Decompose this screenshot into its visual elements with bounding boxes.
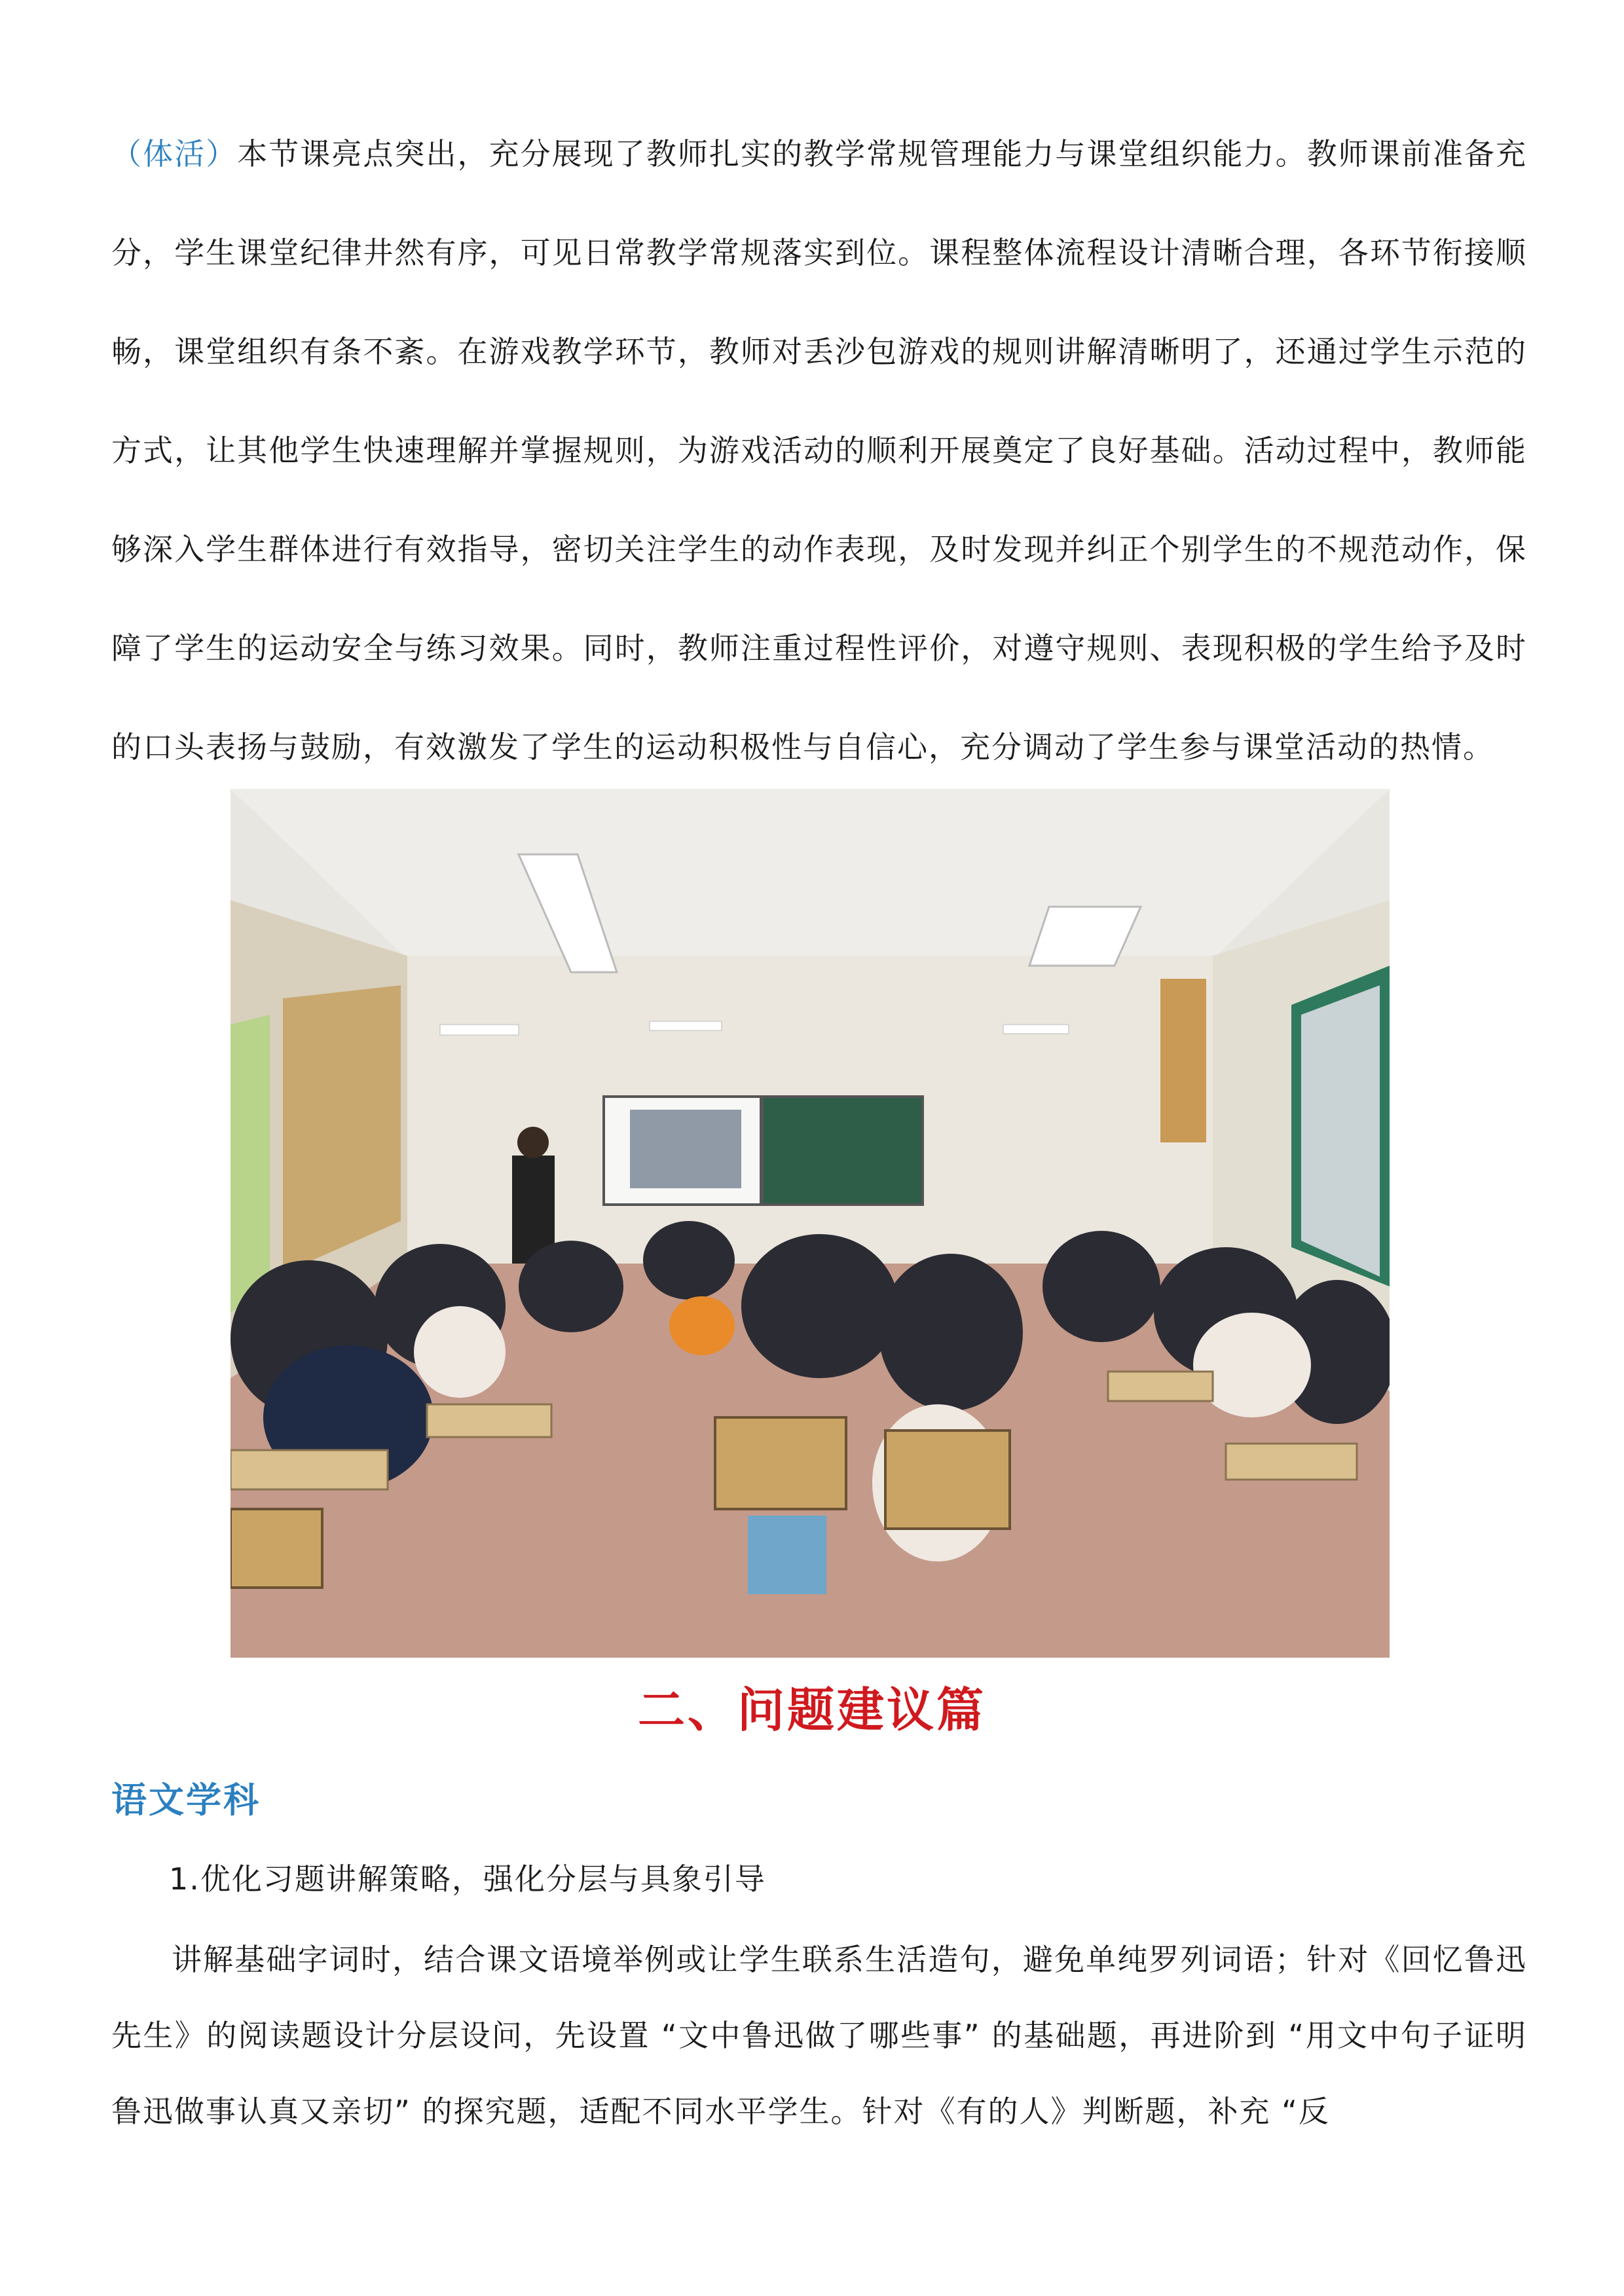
intro-paragraph	[111, 105, 1527, 797]
subject-heading: 语文学科	[111, 1779, 261, 1821]
item-heading: 1.优化习题讲解策略，强化分层与具象引导	[169, 1861, 766, 1897]
intro-text: 本节课亮点突出，充分展现了教师扎实的教学常规管理能力与课堂组织能力。教师课前准备充分，学生课堂纪律井然有序，可见日常教学常规落实到位。课程整体流程设计清晰合理，各环节衔接顺畅，课堂组织有条不紊。在游戏教学环节，教师对丢沙包游戏的规则讲解清晰明了，还通过学生示范的方式，让其他学生快速理解并掌握规则，为游戏活动的顺利开展奠定了良好基础。活动过程中，教师能够深入学生群体进行有效指导，密切关注学生的动作表现，及时发现并纠正个别学生的不规范动作，保障了学生的运动安全与练习效果。同时，教师注重过程性评价，对遵守规则、表现积极的学生给予及时的口头表扬与鼓励，有效激发了学生的运动积极性与自信心，充分调动了学生参与课堂活动的热情。	[111, 136, 1528, 765]
section-title: 二、问题建议篇	[637, 1682, 986, 1738]
subject-tag: （体活）	[111, 136, 238, 172]
item-paragraph: 讲解基础字词时，结合课文语境举例或让学生联系生活造句，避免单纯罗列词语；针对《回忆鲁迅先生》的阅读题设计分层设问，先设置 “文中鲁迅做了哪些事” 的基础题，再进阶到 “用文中句子证明鲁迅做事认真又亲切” 的探究题，适配不同水平学生。针对《有的人》判断题，补充 “反	[111, 1942, 1527, 2129]
classroom-photo	[231, 789, 1390, 1658]
